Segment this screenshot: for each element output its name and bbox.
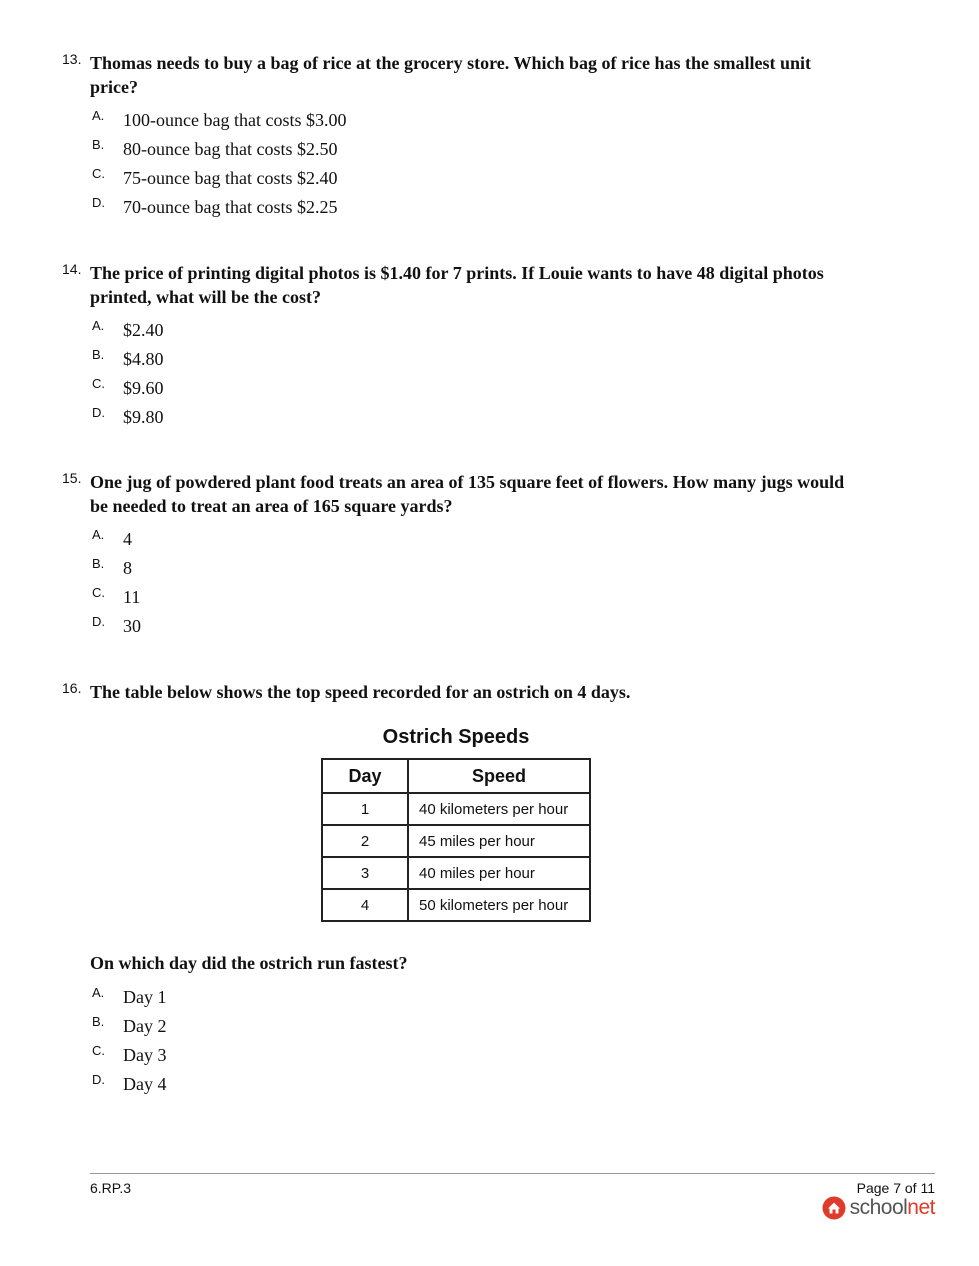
choice-c[interactable] (92, 585, 862, 614)
choice-text: $9.60 (123, 378, 164, 398)
choice-c[interactable] (92, 1043, 862, 1072)
choice-letter: C. (92, 585, 105, 600)
choice-b[interactable] (92, 1014, 862, 1043)
choice-text: Day 2 (123, 1016, 167, 1036)
sub-question-text: On which day did the ostrich run fastest? (90, 953, 408, 973)
question-text: Thomas needs to buy a bag of rice at the grocery store. Which bag of rice has the smallest unit price? (90, 53, 811, 97)
choice-d[interactable] (92, 1072, 862, 1101)
question-text: One jug of powdered plant food treats an area of 135 square feet of flowers. How many jugs would be needed to treat an area of 165 square yards? (90, 472, 845, 516)
house-icon (822, 1196, 846, 1220)
table-cell-day: 4 (322, 889, 408, 921)
choice-letter: A. (92, 527, 105, 542)
choice-letter: B. (92, 347, 105, 362)
choice-letter: B. (92, 1014, 105, 1029)
answer-choices (62, 318, 862, 434)
choice-letter: B. (92, 137, 105, 152)
choice-text: Day 1 (123, 987, 167, 1007)
ostrich-speeds-table (321, 758, 591, 922)
page-number: Page 7 of 11 (856, 1180, 935, 1196)
choice-letter: A. (92, 318, 105, 333)
question-number: 16. (62, 680, 82, 696)
choice-text: Day 4 (123, 1074, 167, 1094)
choice-a[interactable] (92, 985, 862, 1014)
choice-text: 80-ounce bag that costs $2.50 (123, 139, 338, 159)
choice-text: 70-ounce bag that costs $2.25 (123, 197, 338, 217)
choice-text: 30 (123, 616, 141, 636)
choice-c[interactable] (92, 166, 862, 195)
choice-letter: C. (92, 376, 105, 391)
choice-a[interactable] (92, 527, 862, 556)
choice-c[interactable] (92, 376, 862, 405)
choice-text: Day 3 (123, 1045, 167, 1065)
choice-a[interactable] (92, 108, 862, 137)
table-row (322, 793, 590, 825)
answer-choices (62, 108, 862, 224)
table-cell-speed: 45 miles per hour (408, 825, 590, 857)
table-header-speed: Speed (408, 759, 590, 793)
choice-b[interactable] (92, 347, 862, 376)
standard-code: 6.RP.3 (90, 1180, 131, 1196)
answer-choices (62, 985, 862, 1101)
choice-text: $2.40 (123, 320, 164, 340)
table-header-day: Day (322, 759, 408, 793)
table-cell-speed: 40 miles per hour (408, 857, 590, 889)
choice-b[interactable] (92, 137, 862, 166)
question-13 (62, 51, 862, 224)
choice-a[interactable] (92, 318, 862, 347)
choice-d[interactable] (92, 405, 862, 434)
choice-text: $9.80 (123, 407, 164, 427)
choice-text: 8 (123, 558, 132, 578)
choice-letter: A. (92, 108, 105, 123)
table-cell-day: 3 (322, 857, 408, 889)
choice-letter: D. (92, 405, 105, 420)
choice-text: $4.80 (123, 349, 164, 369)
choice-letter: D. (92, 614, 105, 629)
choice-letter: B. (92, 556, 105, 571)
ostrich-speeds-table-figure (321, 726, 591, 922)
table-row (322, 857, 590, 889)
question-15 (62, 470, 862, 643)
choice-letter: A. (92, 985, 105, 1000)
table-title: Ostrich Speeds (382, 726, 530, 748)
table-cell-speed: 40 kilometers per hour (408, 793, 590, 825)
table-row (322, 889, 590, 921)
choice-text: 100-ounce bag that costs $3.00 (123, 110, 347, 130)
footer-divider (90, 1173, 935, 1174)
answer-choices (62, 527, 862, 643)
table-cell-day: 2 (322, 825, 408, 857)
choice-letter: C. (92, 1043, 105, 1058)
table-cell-day: 1 (322, 793, 408, 825)
choice-letter: D. (92, 1072, 105, 1087)
question-number: 13. (62, 51, 82, 67)
question-16 (62, 680, 862, 704)
question-text: The price of printing digital photos is $1.40 for 7 prints. If Louie wants to have 48 digital photos printed, what will be the cost? (90, 263, 824, 307)
table-row (322, 825, 590, 857)
table-cell-speed: 50 kilometers per hour (408, 889, 590, 921)
table-header-row (322, 759, 590, 793)
brand-name: schoolnet (849, 1196, 935, 1219)
choice-b[interactable] (92, 556, 862, 585)
question-14 (62, 261, 862, 434)
question-number: 15. (62, 470, 82, 486)
question-number: 14. (62, 261, 82, 277)
choice-text: 4 (123, 529, 132, 549)
schoolnet-logo (822, 1196, 935, 1220)
choice-letter: C. (92, 166, 105, 181)
question-16-choices (62, 985, 862, 1101)
choice-d[interactable] (92, 614, 862, 643)
choice-text: 75-ounce bag that costs $2.40 (123, 168, 338, 188)
choice-d[interactable] (92, 195, 862, 224)
choice-letter: D. (92, 195, 105, 210)
choice-text: 11 (123, 587, 141, 607)
question-text: The table below shows the top speed recorded for an ostrich on 4 days. (90, 682, 631, 702)
